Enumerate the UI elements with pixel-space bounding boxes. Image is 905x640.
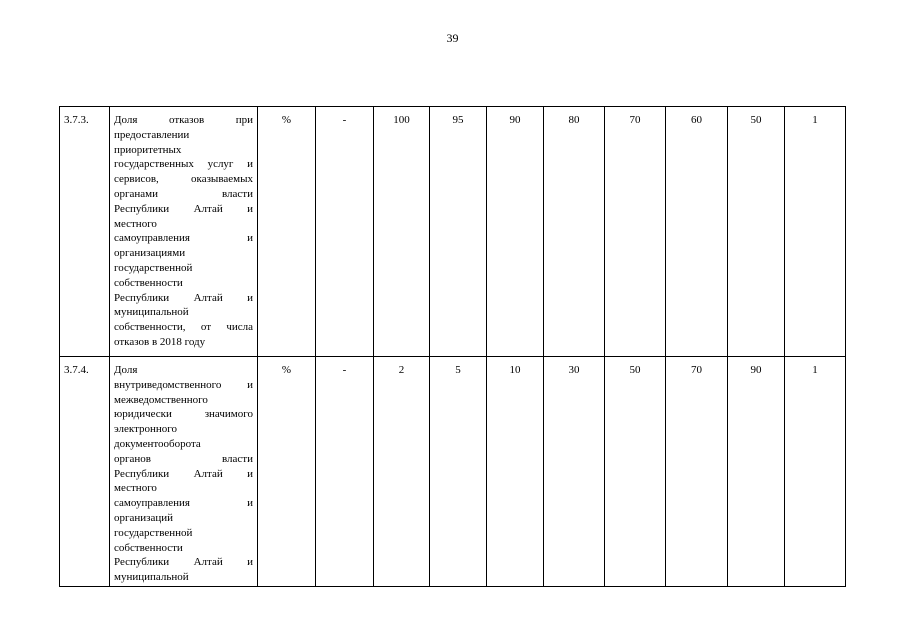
unit-cell: % — [258, 107, 316, 357]
name-line: предоставлении — [114, 128, 190, 141]
name-line: документооборота — [114, 437, 201, 450]
name-line: муниципальной — [114, 306, 189, 319]
value-cell: 70 — [605, 107, 666, 357]
indicator-table — [59, 106, 846, 587]
row-code: 3.7.3. — [60, 107, 110, 357]
name-line: Республики Алтай и — [114, 291, 253, 304]
name-line: Доля — [114, 364, 138, 376]
name-line: отказов в 2018 году — [114, 335, 206, 348]
unit-cell: % — [258, 357, 316, 587]
value-cell: 90 — [728, 357, 785, 587]
value-cell: 5 — [430, 357, 487, 587]
name-line: органов власти — [114, 452, 253, 465]
value-cell: 80 — [544, 107, 605, 357]
name-line: внутриведомственного и — [114, 378, 253, 391]
name-line: собственности — [114, 276, 183, 289]
name-line: государственной — [114, 261, 193, 274]
value-cell: 70 — [666, 357, 728, 587]
name-line: Республики Алтай и — [114, 556, 253, 569]
name-line: приоритетных — [114, 143, 182, 156]
name-line: самоуправления и — [114, 232, 253, 245]
value-cell: - — [316, 357, 374, 587]
name-line: юридически значимого — [114, 408, 253, 421]
value-cell: 1 — [785, 357, 846, 587]
table-row — [60, 107, 846, 357]
name-line: государственных услуг и — [114, 158, 253, 171]
name-line: государственной — [114, 526, 193, 539]
value-cell: 100 — [374, 107, 430, 357]
value-cell: 50 — [605, 357, 666, 587]
name-line: сервисов, оказываемых — [114, 173, 253, 186]
table-row — [60, 357, 846, 587]
value-cell: - — [316, 107, 374, 357]
value-cell: 90 — [487, 107, 544, 357]
name-line: электронного — [114, 423, 178, 436]
value-cell: 2 — [374, 357, 430, 587]
row-code: 3.7.4. — [60, 357, 110, 587]
name-line: местного — [114, 217, 157, 230]
name-line: местного — [114, 482, 157, 495]
name-line: собственности, от числа — [114, 321, 253, 334]
name-line: Республики Алтай и — [114, 467, 253, 480]
name-line: самоуправления и — [114, 497, 253, 510]
value-cell: 50 — [728, 107, 785, 357]
name-line: муниципальной — [114, 571, 189, 584]
name-line: собственности — [114, 541, 183, 554]
value-cell: 1 — [785, 107, 846, 357]
value-cell: 30 — [544, 357, 605, 587]
value-cell: 95 — [430, 107, 487, 357]
page-number: 39 — [446, 31, 459, 45]
name-line: Доля отказов при — [114, 114, 253, 126]
name-line: организациями — [114, 247, 186, 260]
name-line: организаций — [114, 511, 174, 524]
value-cell: 60 — [666, 107, 728, 357]
name-line: Республики Алтай и — [114, 202, 253, 215]
indicator-name — [110, 357, 258, 587]
name-line: органами власти — [114, 187, 253, 200]
name-line: межведомственного — [114, 393, 208, 406]
indicator-name — [110, 107, 258, 357]
value-cell: 10 — [487, 357, 544, 587]
